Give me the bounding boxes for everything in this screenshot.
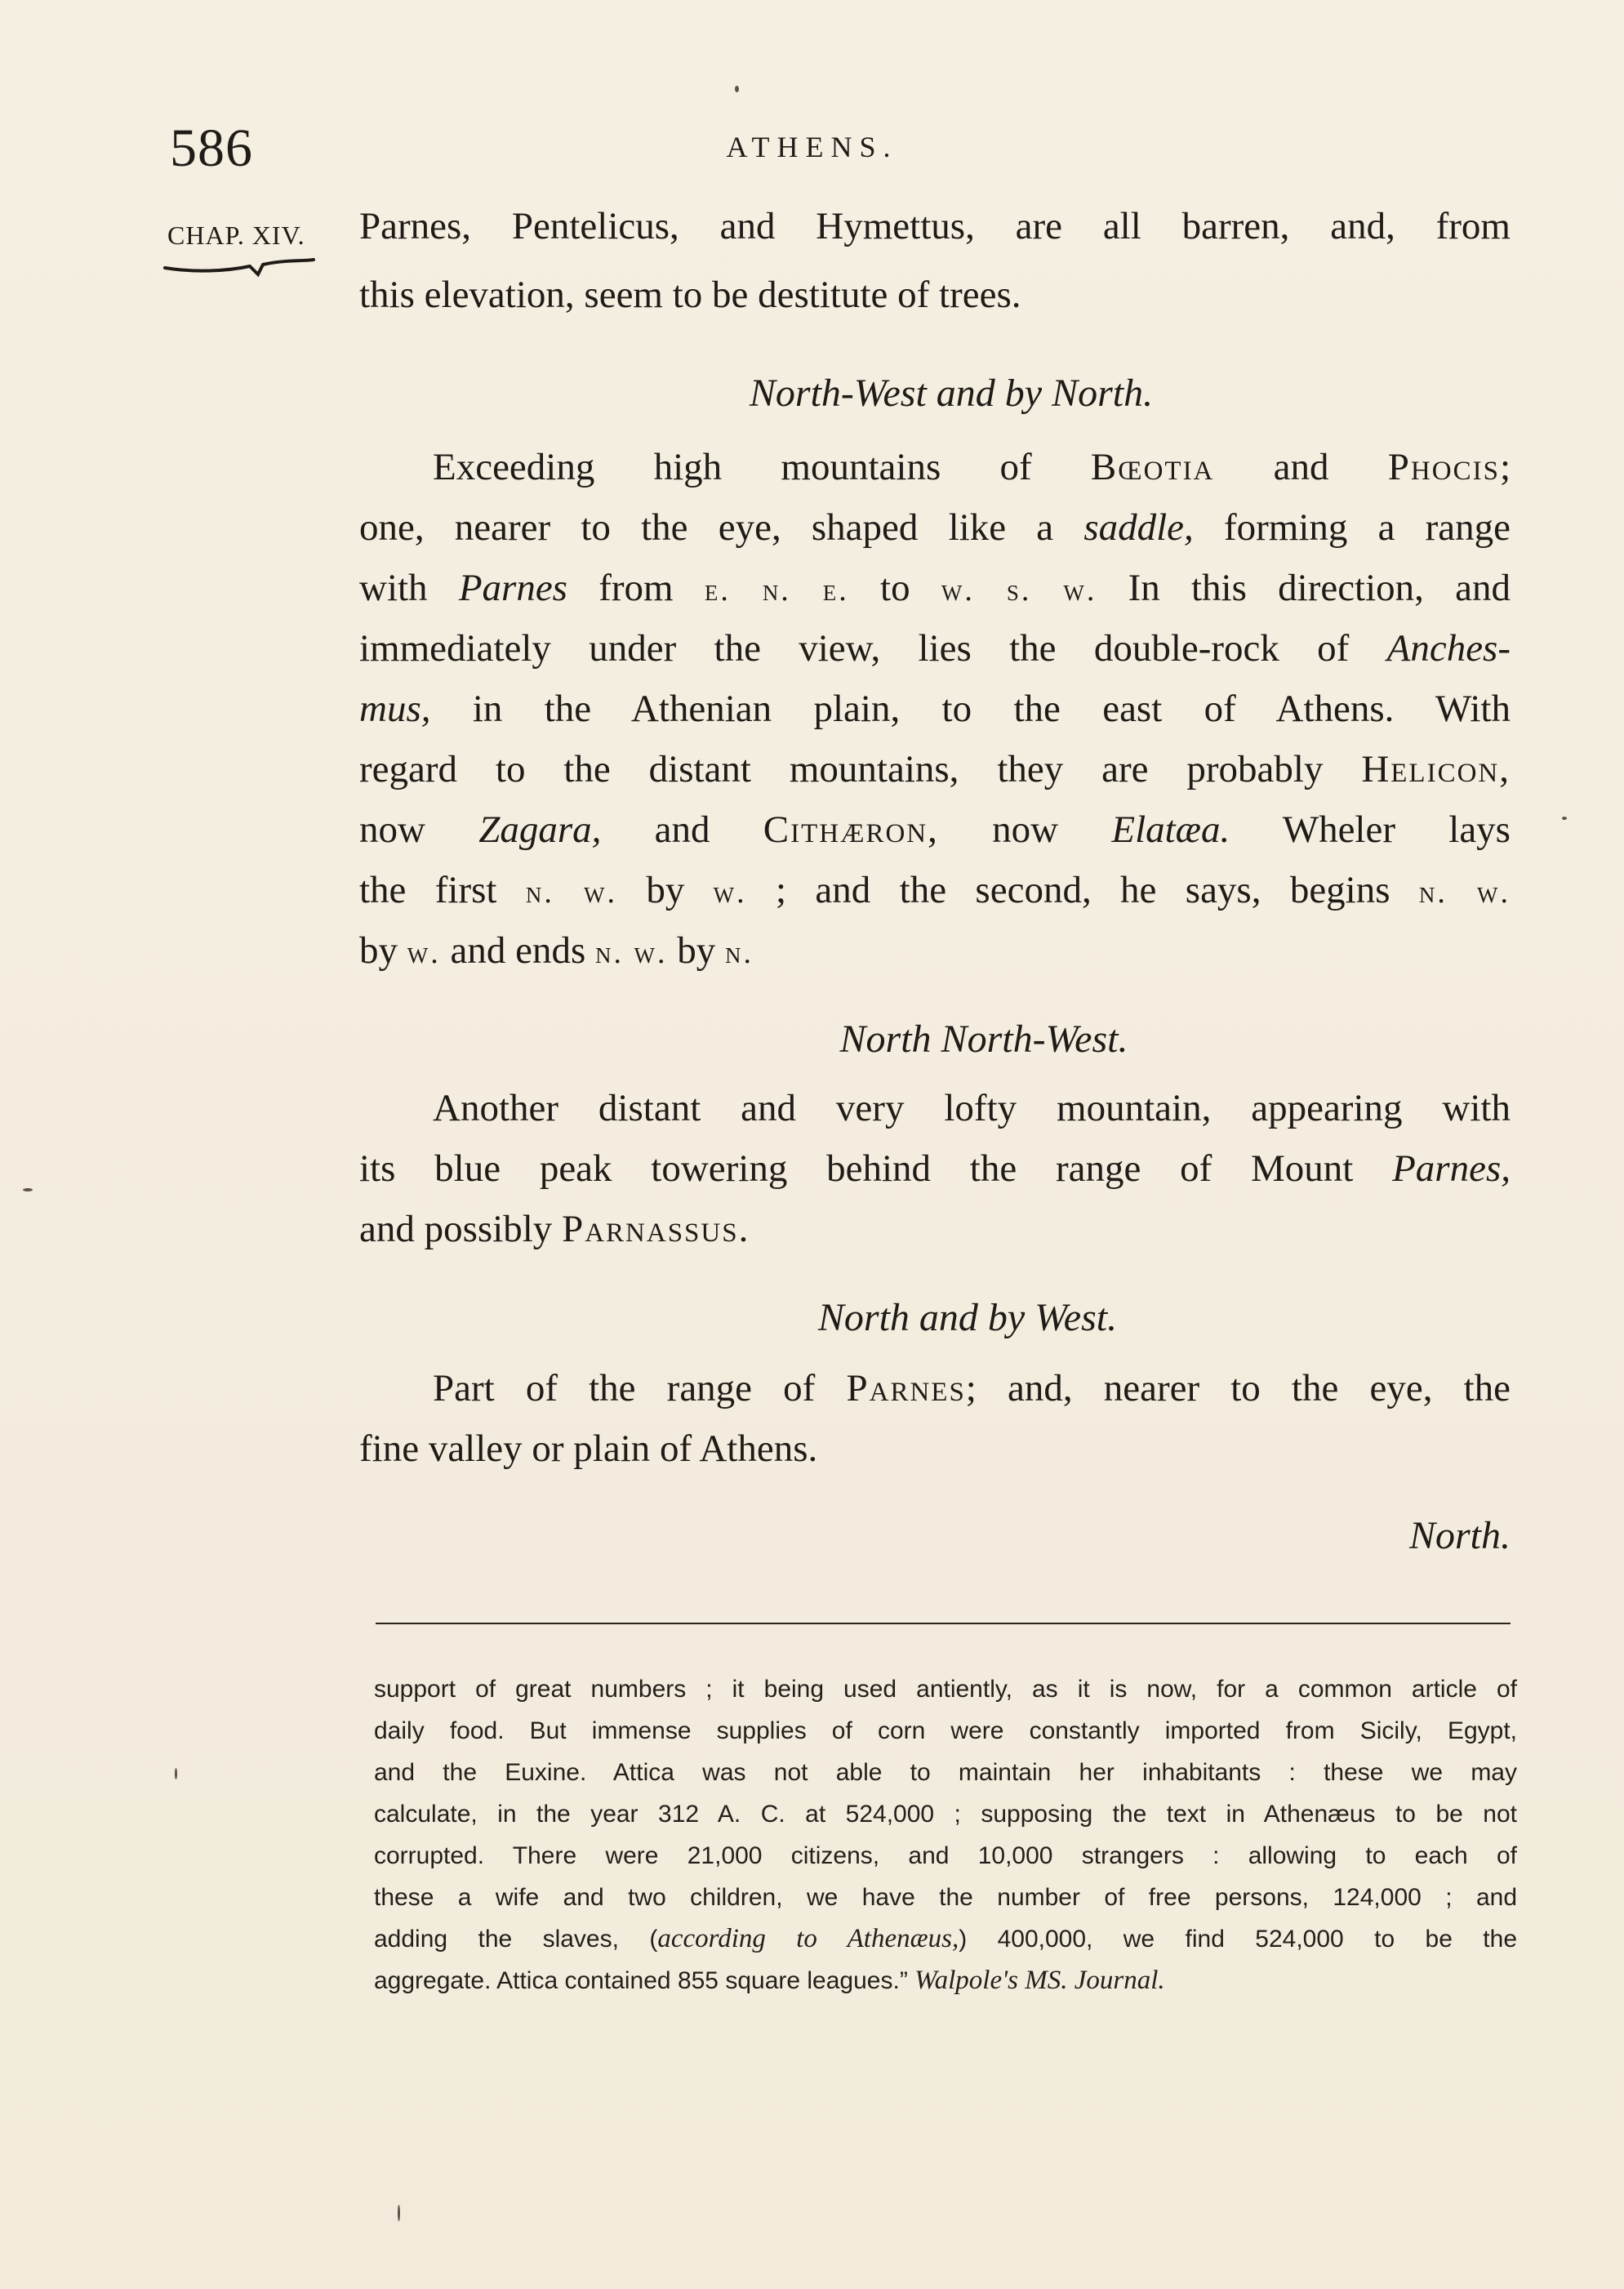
text-run: fine valley or plain of Athens. — [359, 1427, 818, 1470]
text-line — [359, 265, 1511, 325]
text-run: by — [359, 929, 407, 972]
text-run: aggregate. Attica contained 855 square leagues.” — [374, 1967, 915, 1994]
text-line — [359, 739, 1511, 799]
text-line — [359, 799, 1511, 860]
text-run: ; and the second, he says, begins — [746, 869, 1419, 911]
italic-word: Parnes, — [1392, 1147, 1511, 1190]
text-run: in the Athenian plain, to the east of Athens. With — [430, 688, 1511, 730]
text-run: forming a range — [1193, 506, 1511, 549]
text-run: its blue peak towering behind the range of Mount — [359, 1147, 1393, 1190]
place-name: Bœotia — [1090, 446, 1215, 488]
compass-point: w. — [713, 875, 747, 910]
italic-word: Anches- — [1386, 627, 1511, 670]
italic-citation: according to Athenæus, — [657, 1924, 959, 1953]
place-name: Cithæron, — [763, 808, 939, 851]
paper-speck — [398, 2205, 400, 2221]
place-name: Parnassus. — [562, 1208, 750, 1250]
text-run: by — [616, 869, 714, 911]
footnote-line — [374, 1918, 1517, 1960]
footnote-line — [374, 1960, 1517, 2002]
text-line — [359, 1078, 1511, 1138]
italic-word: Parnes — [458, 567, 567, 609]
running-head: ATHENS. — [726, 131, 898, 163]
text-line — [359, 497, 1511, 558]
text-line — [359, 920, 1511, 983]
place-name: Parnes — [846, 1367, 966, 1409]
footnote-line: daily food. But immense supplies of corn were constantly imported from Sicily, Egypt, — [374, 1717, 1517, 1744]
compass-point: n. w. — [525, 875, 617, 910]
paper-speck — [175, 1768, 177, 1779]
compass-point: n. — [724, 936, 754, 970]
text-line — [359, 679, 1511, 739]
chapter-marker: CHAP. XIV. — [167, 220, 305, 250]
text-run: Wheler lays — [1230, 808, 1511, 851]
compass-point: n. w. — [595, 936, 668, 970]
text-run: now — [359, 808, 479, 851]
text-run: this elevation, seem to be destitute of trees. — [359, 274, 1021, 316]
text-run: Exceeding high mountains of — [433, 446, 1091, 488]
text-run: one, nearer to the eye, shaped like a — [359, 506, 1084, 549]
text-run: from — [567, 567, 705, 609]
footnote-line: support of great numbers ; it being used antiently, as it is now, for a common article of — [374, 1676, 1517, 1703]
text-run: regard to the distant mountains, they are probably — [359, 748, 1362, 790]
text-run: with — [359, 567, 459, 609]
page-number: 586 — [170, 118, 253, 178]
text-line — [359, 1138, 1511, 1199]
place-name: Helicon, — [1361, 748, 1511, 790]
text-line — [359, 860, 1511, 923]
text-line — [359, 437, 1511, 497]
text-run: and — [1214, 446, 1388, 488]
text-run: to — [848, 567, 941, 609]
text-run: Parnes, Pentelicus, and Hymettus, are all barren, and, from — [359, 205, 1511, 247]
section-heading: North and by West. — [817, 1296, 1118, 1339]
text-run: the first — [359, 869, 526, 911]
text-run: ; — [1499, 446, 1511, 488]
text-run: and possibly — [359, 1208, 563, 1250]
section-heading: North-West and by North. — [749, 372, 1154, 415]
flourish-ornament — [162, 255, 317, 279]
compass-point: n. w. — [1418, 875, 1511, 910]
text-run: by — [667, 929, 725, 972]
paper-speck — [735, 86, 739, 92]
text-run: In this direction, and — [1097, 567, 1511, 609]
paper-speck — [23, 1188, 33, 1191]
italic-word: mus, — [359, 688, 431, 730]
footnote-line: calculate, in the year 312 A. C. at 524,000 ; supposing the text in Athenæus to be not — [374, 1801, 1517, 1828]
footnote-line: these a wife and two children, we have the number of free persons, 124,000 ; and — [374, 1884, 1517, 1911]
section-heading: North. — [1408, 1514, 1511, 1557]
text-line — [359, 558, 1511, 621]
text-run: now — [938, 808, 1112, 851]
italic-word: Zagara, — [478, 808, 602, 851]
text-run: ) 400,000, we find 524,000 to be the — [959, 1926, 1517, 1953]
text-line — [359, 1418, 1511, 1479]
section-heading: North North-West. — [839, 1018, 1128, 1061]
italic-citation: Walpole's MS. Journal. — [914, 1966, 1165, 1995]
compass-point: e. n. e. — [704, 573, 849, 608]
text-line — [359, 1199, 1511, 1259]
italic-word: Elatæa. — [1111, 808, 1230, 851]
italic-word: saddle, — [1083, 506, 1194, 549]
footnote-line: and the Euxine. Attica was not able to maintain her inhabitants : these we may — [374, 1759, 1517, 1786]
text-run: immediately under the view, lies the double-rock of — [359, 627, 1387, 670]
text-run: adding the slaves, ( — [374, 1926, 658, 1953]
text-run: ; and, nearer to the eye, the — [965, 1367, 1511, 1409]
text-run: and ends — [440, 929, 595, 972]
text-line — [359, 1358, 1511, 1418]
text-run: Part of the range of — [433, 1367, 847, 1409]
text-run: and — [601, 808, 763, 851]
compass-point: w. s. w. — [941, 573, 1097, 608]
footnote-rule — [376, 1623, 1511, 1624]
text-line — [359, 196, 1511, 256]
place-name: Phocis — [1387, 446, 1500, 488]
compass-point: w. — [407, 936, 441, 970]
footnote-line: corrupted. There were 21,000 citizens, and 10,000 strangers : allowing to each of — [374, 1842, 1517, 1869]
text-line — [359, 618, 1511, 679]
paper-speck — [1562, 817, 1567, 820]
text-run: Another distant and very lofty mountain, appearing with — [433, 1087, 1511, 1129]
